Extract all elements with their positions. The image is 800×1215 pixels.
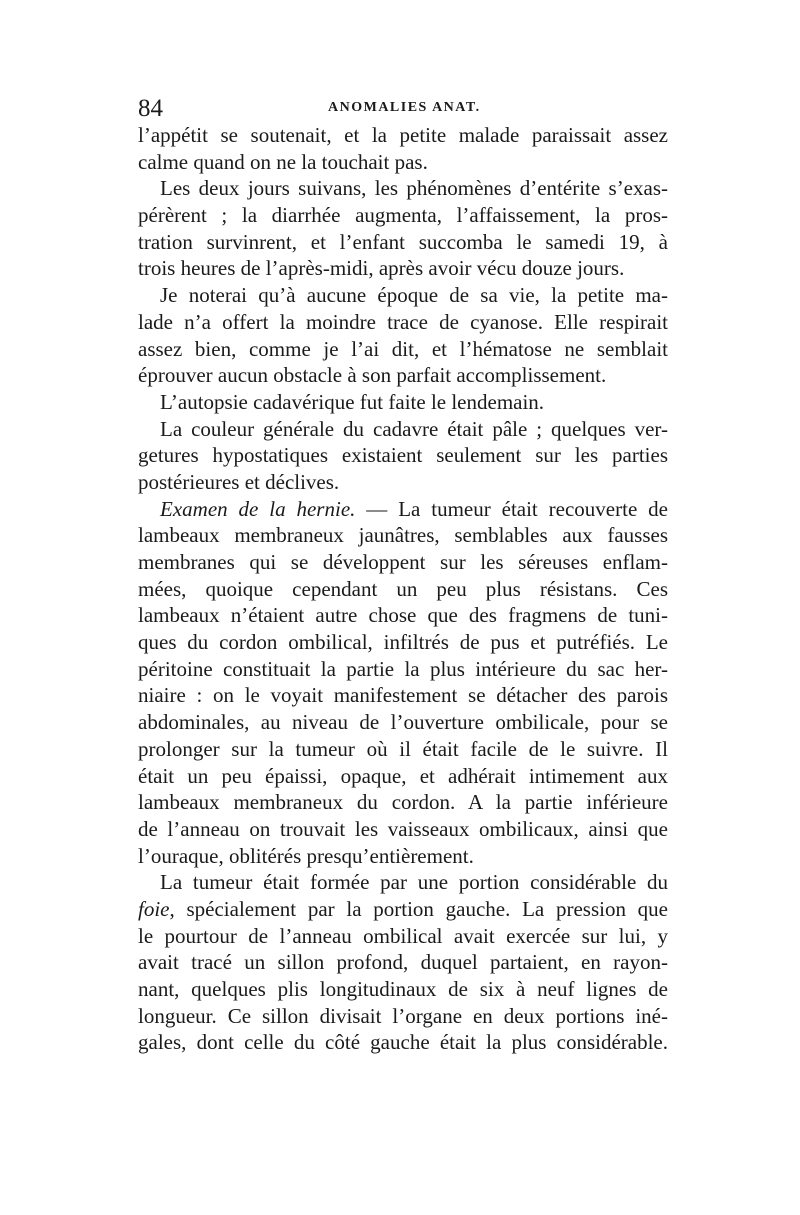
italic-phrase: Examen de la hernie.: [160, 496, 356, 521]
line-text: tration survinrent, et l’enfant succomba le samedi 19, à: [138, 229, 668, 254]
line-text: lambeaux membraneux jaunâtres, semblables aux fausses: [138, 523, 668, 548]
text-line: [138, 362, 668, 389]
text-line: [138, 949, 668, 976]
line-text: Je noterai qu’à aucune époque de sa vie, la petite ma-: [160, 283, 668, 308]
italic-phrase: foie: [138, 896, 170, 921]
text-line: [138, 763, 668, 790]
line-text: ques du cordon ombilical, infiltrés de pus et putréfiés. Le: [138, 630, 668, 655]
line-text: pérèrent ; la diarrhée augmenta, l’affaissement, la pros-: [138, 203, 668, 228]
text-line: [138, 496, 668, 523]
text-line: [138, 522, 668, 549]
text-line: [138, 789, 668, 816]
text-line: [138, 549, 668, 576]
running-head: ANOMALIES ANAT.: [328, 100, 481, 115]
line-text: l’appétit se soutenait, et la petite malade paraissait assez: [138, 123, 668, 147]
text-line: [138, 869, 668, 896]
text-line: [138, 682, 668, 709]
text-line: [138, 469, 668, 496]
line-text: abdominales, au niveau de l’ouverture ombilicale, pour se: [138, 710, 668, 735]
text-line: [138, 229, 668, 256]
text-line: [138, 923, 668, 950]
text-line: [138, 255, 668, 282]
line-text: lambeaux membraneux du cordon. A la partie inférieure: [138, 790, 668, 815]
line-text: gales, dont celle du côté gauche était la plus considérable.: [138, 1030, 668, 1055]
text-line: [138, 656, 668, 683]
line-text: La couleur générale du cadavre était pâle ; quelques ver-: [160, 416, 668, 441]
text-line: [138, 336, 668, 363]
page-header: [138, 94, 668, 124]
line-text: getures hypostatiques existaient seulement sur les parties: [138, 443, 668, 468]
text-line: [138, 202, 668, 229]
text-line: [138, 629, 668, 656]
text-line: [138, 149, 668, 176]
line-text: membranes qui se développent sur les séreuses enflam-: [138, 550, 668, 574]
line-text: péritoine constituait la partie la plus intérieure du sac her-: [138, 656, 668, 681]
page-number: 84: [138, 95, 163, 122]
text-line: [138, 602, 668, 629]
line-text: le pourtour de l’anneau ombilical avait exercée sur lui, y: [138, 923, 668, 948]
line-text: L’autopsie cadavérique fut faite le lendemain.: [160, 389, 545, 414]
line-text: calme quand on ne la touchait pas.: [138, 149, 428, 174]
line-text: mées, quoique cependant un peu plus résistans. Ces: [138, 576, 668, 601]
line-text: assez bien, comme je l’ai dit, et l’hématose ne semblait: [138, 336, 668, 361]
line-text: , spécialement par la portion gauche. La pression que: [169, 896, 668, 921]
text-line: [138, 896, 668, 923]
line-text: — La tumeur était recouverte de: [355, 496, 668, 521]
text-line: [138, 175, 668, 202]
line-text: lade n’a offert la moindre trace de cyanose. Elle respirait: [138, 309, 668, 334]
text-line: [138, 709, 668, 736]
text-line: [138, 976, 668, 1003]
text-line: [138, 1003, 668, 1030]
line-text: prolonger sur la tumeur où il était facile de le suivre. Il: [138, 736, 668, 761]
text-line: [138, 816, 668, 843]
line-text: éprouver aucun obstacle à son parfait accomplissement.: [138, 363, 607, 388]
line-text: avait tracé un sillon profond, duquel partaient, en rayon-: [138, 950, 668, 975]
text-line: [138, 442, 668, 469]
line-text: lambeaux n’étaient autre chose que des fragmens de tuni-: [138, 603, 668, 628]
line-text: l’ouraque, oblitérés presqu’entièrement.: [138, 843, 474, 868]
text-line: [138, 389, 668, 416]
line-text: était un peu épaissi, opaque, et adhérait intimement aux: [138, 763, 668, 788]
line-text: niaire : on le voyait manifestement se détacher des parois: [138, 683, 668, 708]
text-line: [138, 122, 668, 149]
line-text: trois heures de l’après-midi, après avoir vécu douze jours.: [138, 256, 625, 281]
body-text: [138, 122, 668, 1056]
text-line: [138, 736, 668, 763]
text-line: [138, 1029, 668, 1056]
line-text: longueur. Ce sillon divisait l’organe en deux portions iné-: [138, 1003, 668, 1028]
text-line: [138, 576, 668, 603]
line-text: nant, quelques plis longitudinaux de six à neuf lignes de: [138, 977, 668, 1001]
line-text: Les deux jours suivans, les phénomènes d’entérite s’exas-: [160, 176, 668, 201]
text-line: [138, 843, 668, 870]
line-text: de l’anneau on trouvait les vaisseaux ombilicaux, ainsi que: [138, 816, 668, 841]
line-text: La tumeur était formée par une portion considérable du: [160, 870, 668, 895]
text-line: [138, 309, 668, 336]
text-line: [138, 282, 668, 309]
line-text: postérieures et déclives.: [138, 469, 340, 494]
text-line: [138, 416, 668, 443]
